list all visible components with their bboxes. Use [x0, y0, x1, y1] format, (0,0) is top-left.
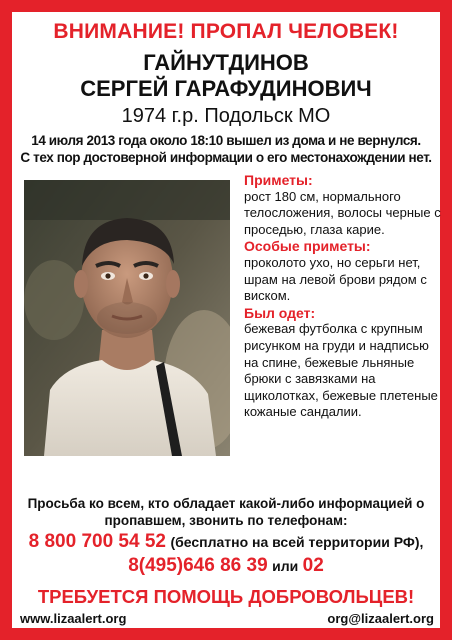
- hotline-note: (бесплатно на всей территории РФ),: [170, 534, 424, 550]
- person-photo: [24, 180, 230, 456]
- email-link[interactable]: org@lizaalert.org: [327, 611, 434, 626]
- description-details: [244, 172, 444, 421]
- person-name: СЕРГЕЙ ГАРАФУДИНОВИЧ: [80, 76, 372, 101]
- phone-numbers: [12, 530, 440, 578]
- phone-row-2: [12, 554, 440, 578]
- clothes-text: бежевая футболка с крупным рисунком на груди и надписью на спине, бежевые льняные брюки с завязками на щиколотках, бежевые плетеные кожаные сандалии.: [244, 321, 438, 420]
- person-birth: 1974 г.р. Подольск МО: [121, 105, 331, 127]
- signs-text: рост 180 см, нормального телосложения, волосы черные с проседью, глаза карие.: [244, 188, 441, 237]
- special-signs-text: проколото ухо, но серьги нет, шрам на левой брови рядом с виском.: [244, 254, 427, 304]
- moscow-phone[interactable]: 8(495)646 86 39: [128, 555, 268, 576]
- middle-section: [12, 172, 440, 472]
- or-word: или: [272, 558, 299, 574]
- poster-title: ВНИМАНИЕ! ПРОПАЛ ЧЕЛОВЕК!: [53, 20, 399, 43]
- signs-heading: Приметы:: [244, 172, 313, 188]
- clothes-heading: Был одет:: [244, 304, 316, 321]
- circumstances-line-1: 14 июля 2013 года около 18:10 вышел из дома и не вернулся.: [31, 133, 421, 148]
- appeal-text: Просьба ко всем, кто обладает какой-либо информацией о пропавшем, звонить по телефонам:: [27, 496, 425, 528]
- hotline-phone[interactable]: 8 800 700 54 52: [28, 531, 166, 552]
- police-phone[interactable]: 02: [302, 555, 324, 576]
- special-signs-heading: Особые приметы:: [244, 238, 371, 255]
- volunteers-call: ТРЕБУЕТСЯ ПОМОЩЬ ДОБРОВОЛЬЦЕВ!: [37, 586, 415, 607]
- circumstances-line-2: С тех пор достоверной информации о его местонахождении нет.: [20, 150, 432, 165]
- website-link[interactable]: www.lizaalert.org: [20, 611, 127, 626]
- person-surname: ГАЙНУТДИНОВ: [143, 50, 309, 75]
- phone-row-1: [12, 530, 440, 554]
- circumstances: [12, 128, 440, 166]
